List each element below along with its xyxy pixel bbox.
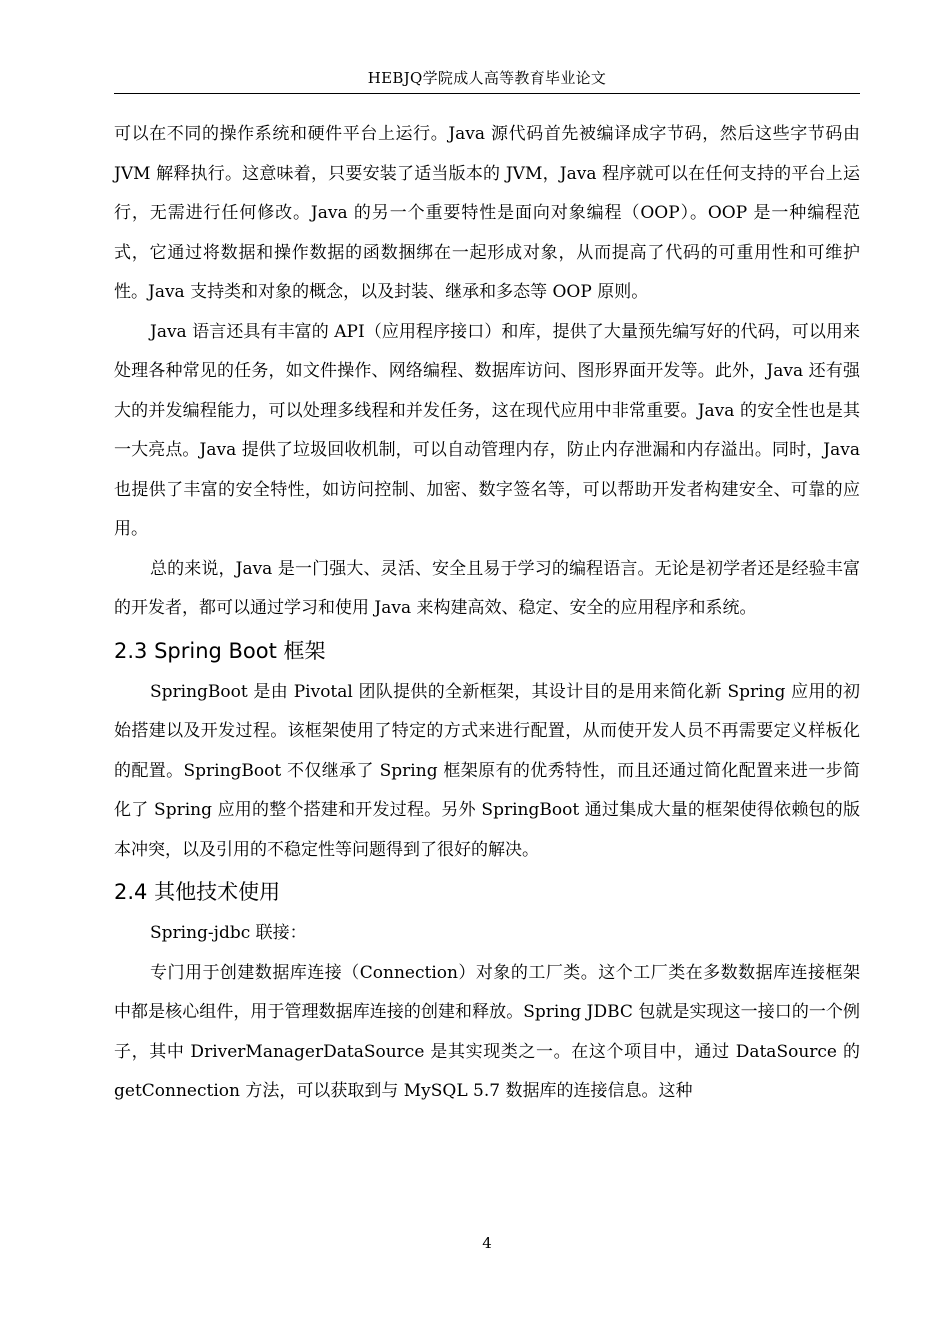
header-rule bbox=[114, 93, 860, 94]
body-text bbox=[114, 115, 860, 1112]
section-heading-2-4: 2.4 其他技术使用 bbox=[114, 880, 281, 904]
running-header: HEBJQ学院成人高等教育毕业论文 bbox=[367, 69, 607, 87]
paragraph-java-api: Java 语言还具有丰富的 API（应用程序接口）和库，提供了大量预先编写好的代码，可以用来处理各种常见的任务，如文件操作、网络编程、数据库访问、图形界面开发等。此外，Java 还有强大的并发编程能力，可以处理多线程和并发任务，这在现代应用中非常重要。Java 的安全性也是其一大亮点。Java 提供了垃圾回收机制，可以自动管理内存，防止内存泄漏和内存溢出。同时，Java 也提供了丰富的安全特性，如访问控制、加密、数字签名等，可以帮助开发者构建安全、可靠的应用。 bbox=[114, 321, 860, 539]
page-number: 4 bbox=[482, 1234, 492, 1252]
paragraph-java-summary: 总的来说，Java 是一门强大、灵活、安全且易于学习的编程语言。无论是初学者还是经验丰富的开发者，都可以通过学习和使用 Java 来构建高效、稳定、安全的应用程序和系统。 bbox=[114, 558, 860, 618]
paragraph-java-platform: 可以在不同的操作系统和硬件平台上运行。Java 源代码首先被编译成字节码，然后这些字节码由 JVM 解释执行。这意味着，只要安装了适当版本的 JVM，Java 程序就可以在任何支持的平台上运行，无需进行任何修改。Java 的另一个重要特性是面向对象编程（OOP）。OOP 是一种编程范式，它通过将数据和操作数据的函数捆绑在一起形成对象，从而提高了代码的可重用性和可维护性。Java 支持类和对象的概念，以及封装、继承和多态等 OOP 原则。 bbox=[114, 124, 860, 302]
section-heading-2-3: 2.3 Spring Boot 框架 bbox=[114, 638, 326, 663]
paragraph-springboot: SpringBoot 是由 Pivotal 团队提供的全新框架，其设计目的是用来简化新 Spring 应用的初始搭建以及开发过程。该框架使用了特定的方式来进行配置，从而使开发人员不再需要定义样板化的配置。SpringBoot 不仅继承了 Spring 框架原有的优秀特性，而且还通过简化配置来进一步简化了 Spring 应用的整个搭建和开发过程。另外 SpringBoot 通过集成大量的框架使得依赖包的版本冲突，以及引用的不稳定性等问题得到了很好的解决。 bbox=[114, 681, 860, 860]
paragraph-spring-jdbc-label: Spring-jdbc 联接： bbox=[150, 923, 307, 943]
paragraph-connection-factory: 专门用于创建数据库连接（Connection）对象的工厂类。这个工厂类在多数数据库连接框架中都是核心组件，用于管理数据库连接的创建和释放。Spring JDBC 包就是实现这一接口的一个例子，其中 DriverManagerDataSource 是其实现类之一。在这个项目中，通过 DataSource 的 getConnection 方法，可以获取到与 MySQL 5.7 数据库的连接信息。这种 bbox=[114, 962, 860, 1101]
